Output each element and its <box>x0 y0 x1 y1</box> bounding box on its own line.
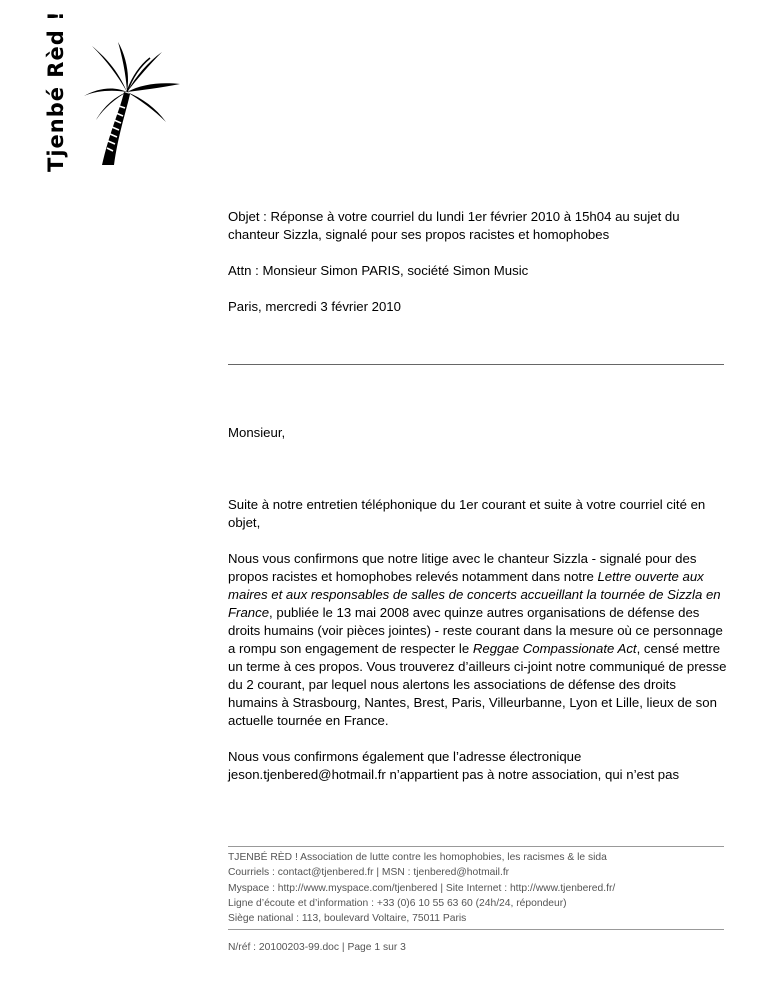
footer-bottom-rule <box>228 929 724 930</box>
header-divider <box>228 364 724 365</box>
letter-salutation-block <box>228 424 728 442</box>
footer-line: Siège national : 113, boulevard Voltaire, 75011 Paris <box>228 913 467 925</box>
letter-attn: Attn : Monsieur Simon PARIS, société Simon Music <box>228 263 529 278</box>
letter-header <box>228 208 728 316</box>
letter-paragraph-2 <box>228 550 728 730</box>
letter-subject: Objet : Réponse à votre courriel du lundi 1er février 2010 à 15h04 au sujet du chanteur Sizzla, signalé pour ses propos racistes et homophobes <box>228 209 680 242</box>
page-footer <box>228 846 724 953</box>
para2-act-title: Reggae Compassionate Act <box>472 641 637 656</box>
para2-part-c: , publiée le 13 mai 2008 avec quinze autres organisations de défense des droits humains (voir pièces jointes) - reste courant dans la mesure où ce personnage a rompu son engagement de respecter le <box>228 605 723 656</box>
letter-body <box>228 496 728 784</box>
letter-salutation: Monsieur, <box>228 425 286 440</box>
letter-paragraph-3: Nous vous confirmons également que l’adresse électronique jeson.tjenbered@hotmail.fr n’appartient pas à notre association, qui n’est pas <box>228 749 680 782</box>
footer-line: Courriels : contact@tjenbered.fr | MSN : tjenbered@hotmail.fr <box>228 867 510 879</box>
para2-letter-title: Lettre ouverte aux maires et aux responsables de salles de concerts accueillant la tournée de Sizzla en France <box>228 569 721 620</box>
logo-text: Tjenbé Rèd ! <box>44 10 68 172</box>
footer-line: Myspace : http://www.myspace.com/tjenbered | Site Internet : http://www.tjenbered.fr/ <box>228 882 616 894</box>
footer-contact-lines <box>228 847 724 929</box>
palm-tree-icon <box>80 40 190 170</box>
letter-paragraph-1: Suite à notre entretien téléphonique du 1er courant et suite à votre courriel cité en objet, <box>228 497 706 530</box>
para2-part-e: , censé mettre un terme à ces propos. Vous trouverez d’ailleurs ci-joint notre communiqué de presse du 2 courant, par lequel nous alertons les associations de défense des droits humains à Strasbourg, Nantes, Brest, Paris, Villeurbanne, Lyon et Lille, lieux de son actuelle tournée en France. <box>228 641 727 728</box>
para2-part-a: Nous vous confirmons que notre litige avec le chanteur Sizzla - signalé pour des propos racistes et homophobes relevés notamment dans notre <box>228 551 697 584</box>
letter-date: Paris, mercredi 3 février 2010 <box>228 299 401 314</box>
document-reference: N/réf : 20100203-99.doc | Page 1 sur 3 <box>228 942 406 954</box>
footer-line: TJENBÉ RÈD ! Association de lutte contre les homophobies, les racismes & le sida <box>228 852 607 863</box>
footer-line: Ligne d’écoute et d’information : +33 (0)6 10 55 63 60 (24h/24, répondeur) <box>228 897 567 909</box>
